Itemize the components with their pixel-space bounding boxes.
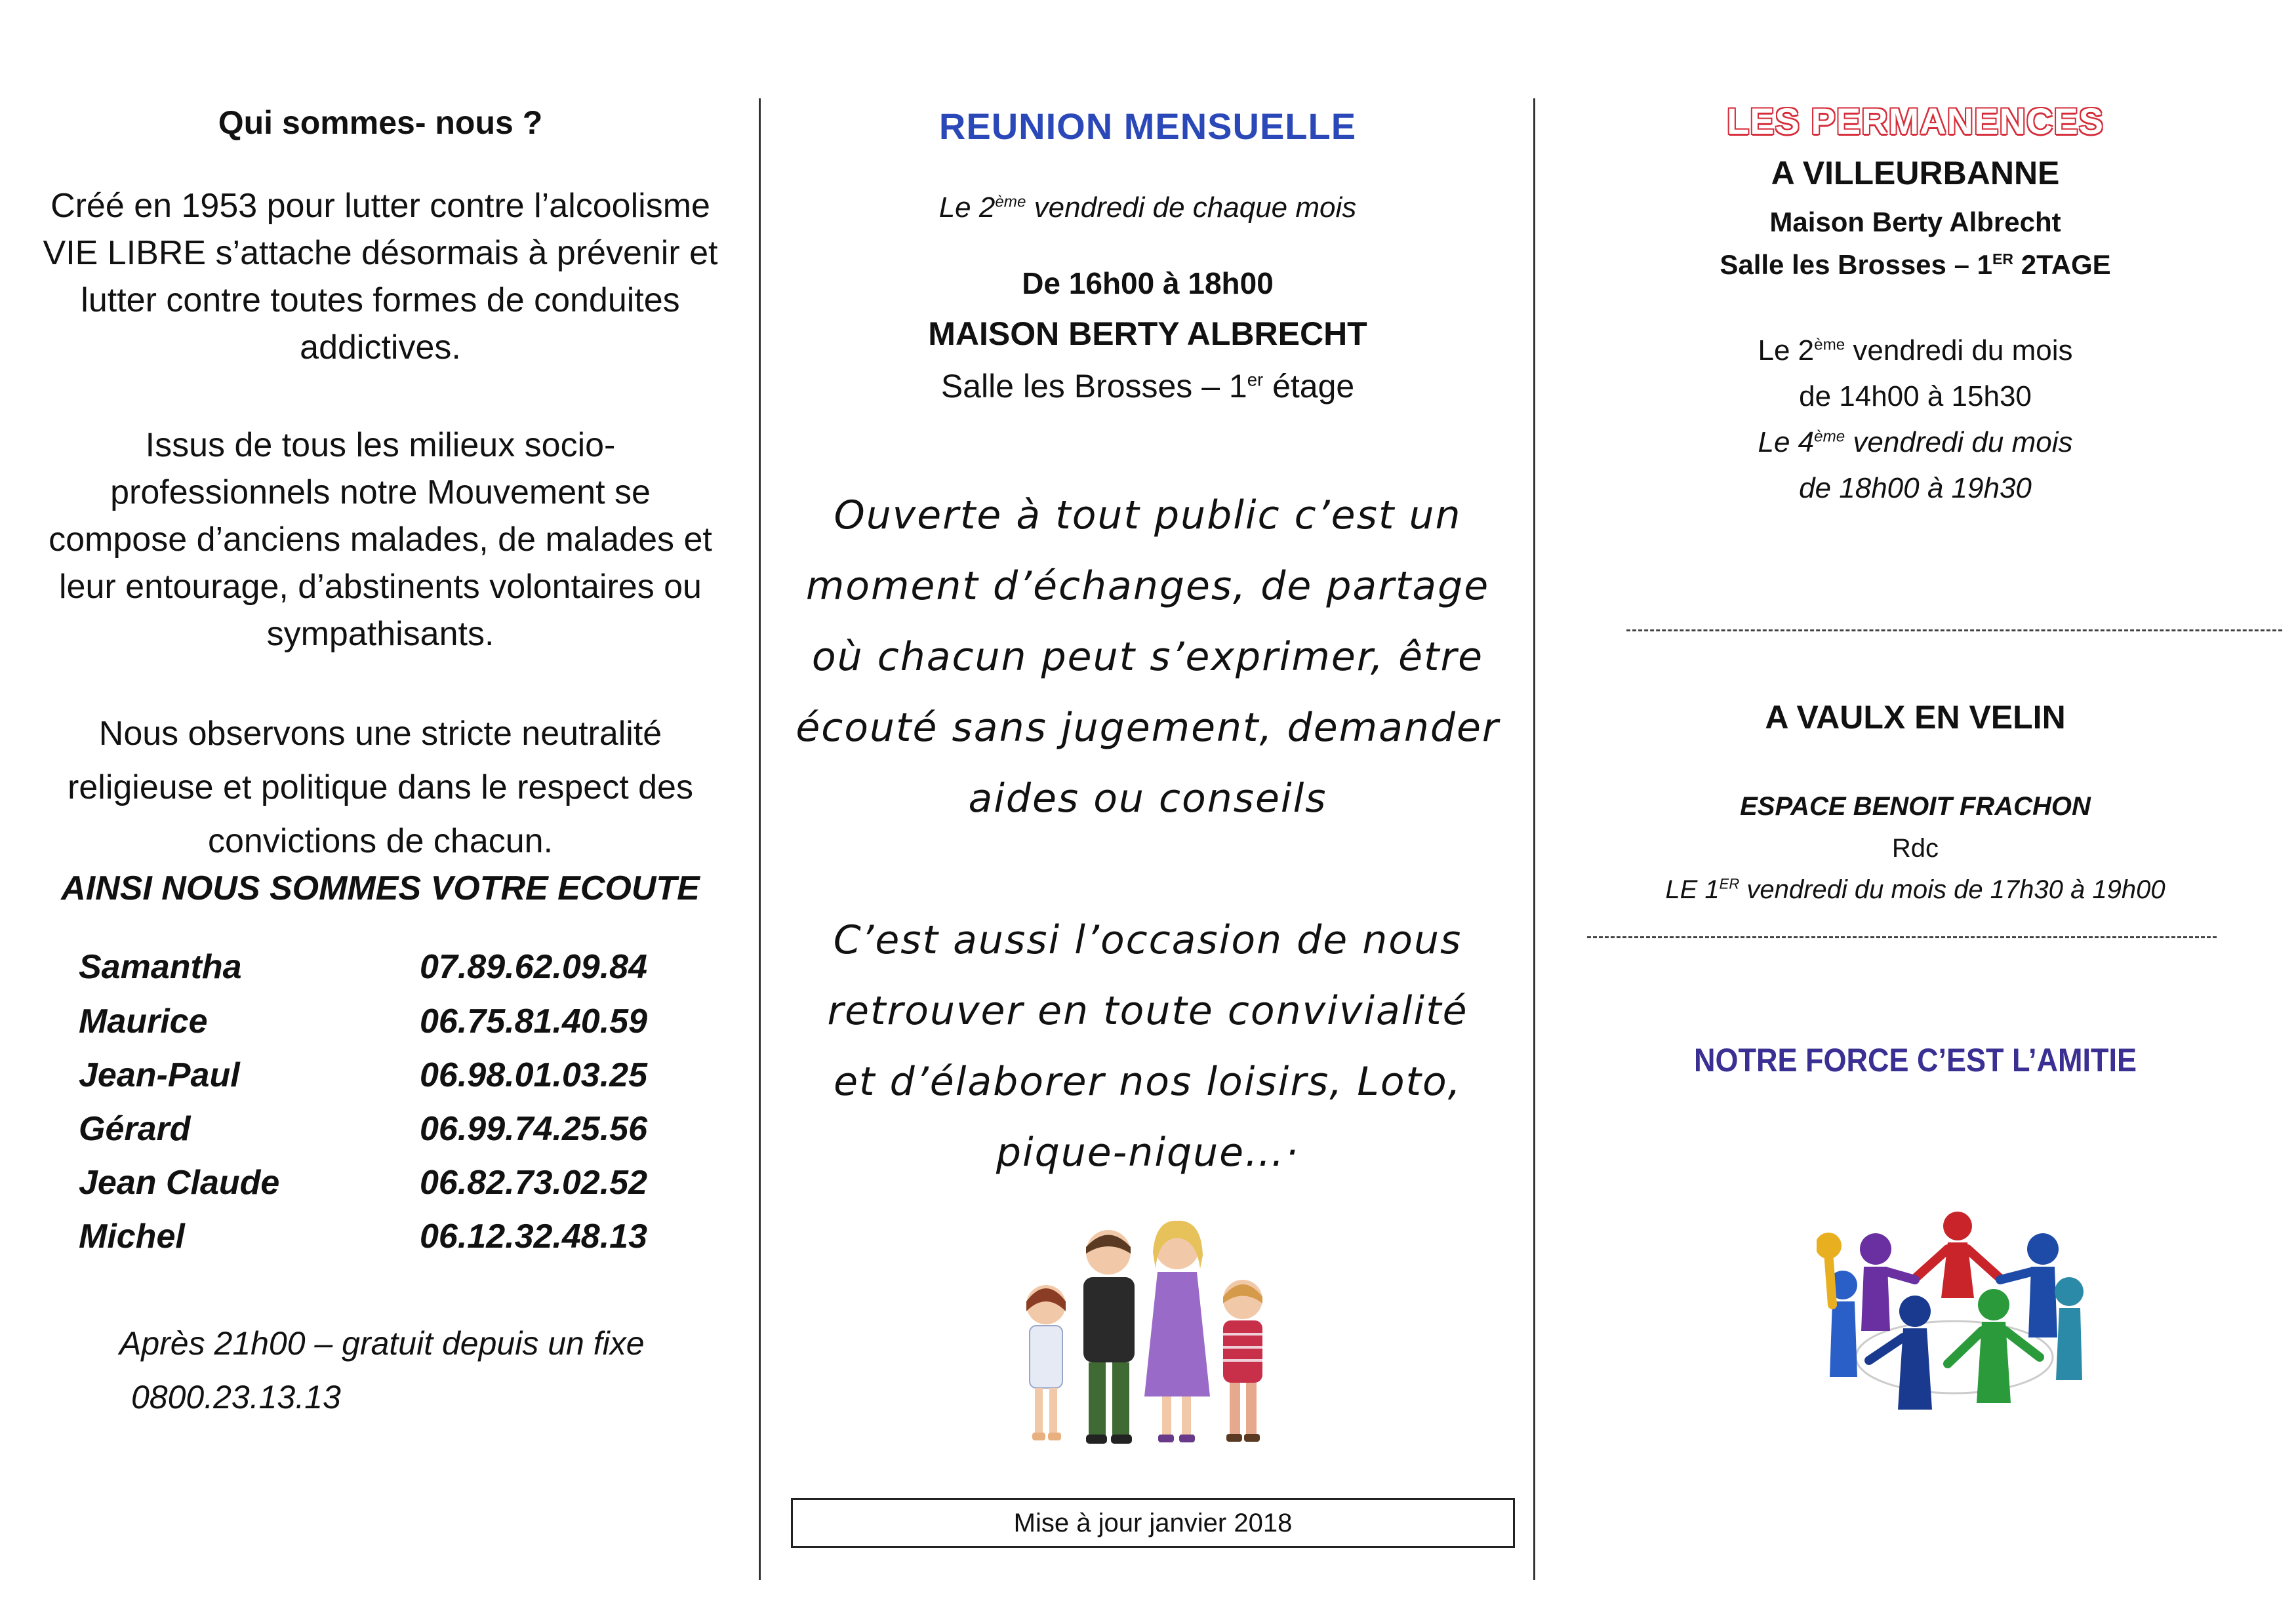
about-title: Qui sommes- nous ? bbox=[218, 104, 543, 141]
vaulx-floor: Rdc bbox=[1891, 834, 1939, 863]
text-part: Le 4 bbox=[1758, 426, 1815, 458]
text-line bbox=[1535, 426, 2296, 459]
contact-name: Maurice bbox=[79, 1002, 208, 1040]
text-line: où chacun peut s’exprimer, être bbox=[811, 634, 1484, 680]
vaulx-slot bbox=[1535, 875, 2296, 905]
friendship-circle-illustration bbox=[1817, 1206, 2092, 1429]
divider-dashed bbox=[1626, 629, 2282, 631]
contact-row bbox=[79, 1109, 647, 1149]
about-paragraph-1 bbox=[0, 182, 761, 371]
column-meeting bbox=[761, 0, 1535, 1624]
text-line bbox=[1535, 334, 2296, 367]
figure-red bbox=[1915, 1212, 2000, 1298]
text-line: moment d’échanges, de partage bbox=[805, 563, 1490, 609]
text-line: de 18h00 à 19h30 bbox=[1799, 472, 2032, 504]
meeting-hours: De 16h00 à 18h00 bbox=[1022, 266, 1274, 300]
text-part: ème bbox=[1814, 336, 1845, 354]
contact-name: Michel bbox=[79, 1218, 185, 1256]
text-line: Ouverte à tout public c’est un bbox=[834, 492, 1462, 538]
vaulx-heading: A VAULX EN VELIN bbox=[1765, 699, 2066, 736]
child-figure bbox=[1223, 1280, 1262, 1442]
contact-name: Gérard bbox=[79, 1110, 191, 1148]
villeurbanne-slot-1 bbox=[1535, 334, 2296, 413]
divider-dashed bbox=[1587, 936, 2217, 938]
text-line: religieuse et politique dans le respect des bbox=[68, 768, 693, 806]
about-paragraph-2 bbox=[0, 422, 761, 658]
text-part: er bbox=[1247, 369, 1264, 390]
text-part: Le 2 bbox=[1758, 334, 1815, 366]
text-line: professionnels notre Mouvement se bbox=[110, 473, 651, 511]
text-line: et d’élaborer nos loisirs, Loto, bbox=[834, 1059, 1462, 1105]
villeurbanne-heading: A VILLEURBANNE bbox=[1771, 155, 2060, 191]
contact-name: Samantha bbox=[79, 948, 242, 986]
family-illustration bbox=[1010, 1206, 1299, 1456]
meeting-day bbox=[761, 191, 1535, 224]
motto: NOTRE FORCE C’EST L’AMITIE bbox=[1693, 1042, 2137, 1079]
text-part: étage bbox=[1263, 368, 1355, 405]
contact-phone[interactable]: 06.75.81.40.59 bbox=[420, 1002, 647, 1040]
meeting-place: MAISON BERTY ALBRECHT bbox=[928, 315, 1367, 352]
contact-row bbox=[79, 947, 647, 987]
text-line: lutter contre toutes formes de conduites bbox=[81, 281, 680, 319]
meeting-title: REUNION MENSUELLE bbox=[938, 106, 1357, 147]
text-line: convictions de chacun. bbox=[207, 822, 554, 860]
text-line: retrouver en toute convivialité bbox=[827, 988, 1468, 1034]
text-part: ème bbox=[995, 193, 1026, 211]
text-part: 2TAGE bbox=[2013, 249, 2111, 280]
text-line: C’est aussi l’occasion de nous bbox=[833, 917, 1462, 963]
adult-figure bbox=[1144, 1221, 1210, 1442]
text-line: écouté sans jugement, demander bbox=[796, 705, 1500, 751]
vaulx-place: ESPACE BENOIT FRACHON bbox=[1740, 792, 2091, 821]
text-line: Issus de tous les milieux socio- bbox=[145, 426, 616, 464]
child-figure bbox=[1026, 1285, 1066, 1440]
contact-row bbox=[79, 1163, 647, 1202]
text-line: Nous observons une stricte neutralité bbox=[98, 715, 662, 753]
text-line: Créé en 1953 pour lutter contre l’alcoolisme bbox=[50, 187, 710, 225]
figure-teal bbox=[2055, 1277, 2084, 1380]
contact-phone[interactable]: 06.12.32.48.13 bbox=[420, 1218, 647, 1256]
text-line: addictives. bbox=[300, 328, 461, 366]
contact-name: Jean-Paul bbox=[79, 1056, 240, 1094]
contact-row bbox=[79, 1002, 647, 1041]
figure-blue-right bbox=[2000, 1233, 2059, 1337]
text-line: sympathisants. bbox=[266, 615, 494, 653]
villeurbanne-place: Maison Berty Albrecht bbox=[1769, 207, 2061, 237]
adult-figure bbox=[1083, 1230, 1135, 1444]
text-line: de 14h00 à 15h30 bbox=[1799, 380, 2032, 412]
text-line: leur entourage, d’abstinents volontaires ou bbox=[59, 568, 702, 606]
text-part: vendredi de chaque mois bbox=[1026, 191, 1357, 224]
column-permanences bbox=[1535, 0, 2296, 1624]
figure-green bbox=[1948, 1289, 2040, 1403]
column-about bbox=[0, 0, 761, 1624]
text-part: Salle les Brosses – 1 bbox=[940, 368, 1247, 405]
meeting-description bbox=[761, 480, 1535, 834]
free-number[interactable]: 0800.23.13.13 bbox=[131, 1379, 341, 1416]
text-part: Salle les Brosses – 1 bbox=[1720, 249, 1992, 280]
contact-phone[interactable]: 06.82.73.02.52 bbox=[420, 1164, 647, 1202]
contact-name: Jean Claude bbox=[79, 1164, 280, 1202]
about-paragraph-3 bbox=[0, 707, 761, 868]
villeurbanne-room bbox=[1535, 249, 2296, 281]
text-line: compose d’anciens malades, de malades et bbox=[49, 521, 712, 559]
contact-phone[interactable]: 07.89.62.09.84 bbox=[420, 948, 647, 986]
contact-row bbox=[79, 1217, 647, 1256]
figure-blue-left bbox=[1817, 1233, 1857, 1377]
text-part: ER bbox=[1992, 250, 2014, 267]
text-line: VIE LIBRE s’attache désormais à prévenir et bbox=[43, 234, 718, 272]
villeurbanne-slot-2 bbox=[1535, 426, 2296, 505]
text-line: aides ou conseils bbox=[968, 776, 1327, 822]
text-part: vendredi du mois bbox=[1845, 334, 2073, 366]
text-part: vendredi du mois de 17h30 à 19h00 bbox=[1739, 875, 2165, 904]
update-box: Mise à jour janvier 2018 bbox=[791, 1498, 1515, 1548]
text-part: LE 1 bbox=[1665, 875, 1720, 904]
text-line: pique-nique…· bbox=[996, 1130, 1300, 1176]
after-hours-note: Après 21h00 – gratuit depuis un fixe bbox=[119, 1325, 645, 1362]
permanences-title: LES PERMANENCES bbox=[1726, 100, 2105, 142]
ecoute-heading: AINSI NOUS SOMMES VOTRE ECOUTE bbox=[61, 869, 700, 907]
text-part: vendredi du mois bbox=[1845, 426, 2073, 458]
contact-phone[interactable]: 06.98.01.03.25 bbox=[420, 1056, 647, 1094]
meeting-activities bbox=[761, 905, 1535, 1188]
text-part: Le 2 bbox=[938, 191, 996, 224]
meeting-room bbox=[761, 367, 1535, 405]
text-part: ème bbox=[1814, 427, 1845, 446]
text-part: ER bbox=[1719, 875, 1740, 892]
contact-phone[interactable]: 06.99.74.25.56 bbox=[420, 1110, 647, 1148]
contact-row bbox=[79, 1056, 647, 1095]
